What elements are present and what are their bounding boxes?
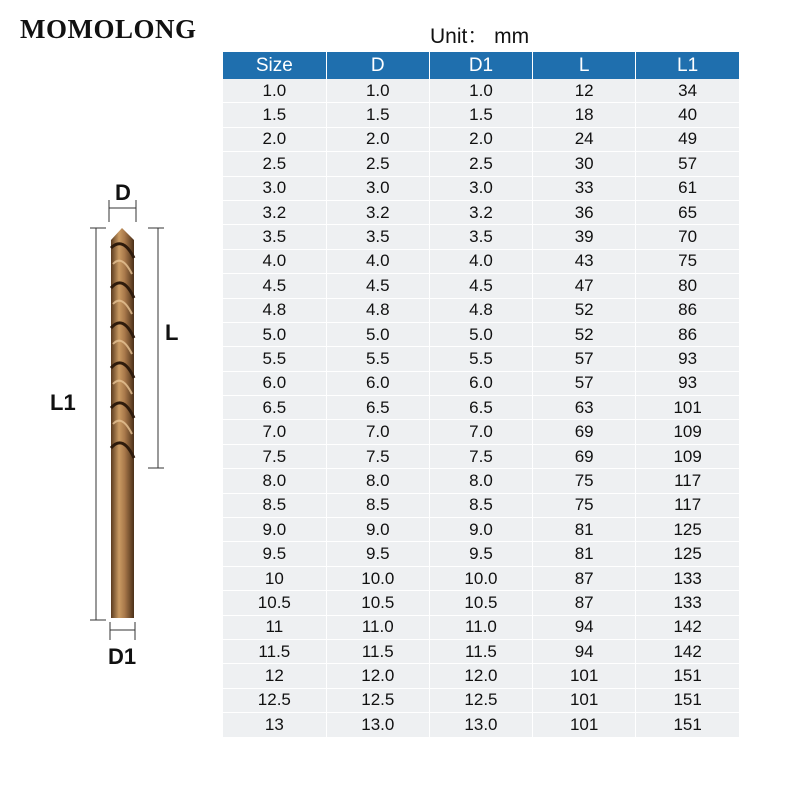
cell-d: 3.2 [326, 200, 429, 224]
cell-size: 9.0 [223, 518, 326, 542]
cell-d: 9.5 [326, 542, 429, 566]
cell-l: 94 [533, 615, 636, 639]
cell-d: 1.0 [326, 79, 429, 103]
cell-size: 5.0 [223, 322, 326, 346]
table-header-row [223, 52, 739, 79]
cell-d: 4.0 [326, 249, 429, 273]
cell-size: 5.5 [223, 347, 326, 371]
cell-d1: 13.0 [429, 713, 532, 737]
cell-d1: 11.5 [429, 639, 532, 663]
cell-d: 9.0 [326, 518, 429, 542]
cell-size: 1.0 [223, 79, 326, 103]
cell-size: 4.5 [223, 274, 326, 298]
cell-size: 9.5 [223, 542, 326, 566]
cell-d: 12.5 [326, 688, 429, 712]
cell-l1: 109 [636, 444, 739, 468]
cell-d1: 6.5 [429, 396, 532, 420]
cell-d: 13.0 [326, 713, 429, 737]
cell-d1: 1.0 [429, 79, 532, 103]
cell-d1: 10.0 [429, 566, 532, 590]
cell-l1: 109 [636, 420, 739, 444]
label-l: L [165, 320, 179, 345]
cell-size: 4.8 [223, 298, 326, 322]
header-l: L [533, 52, 636, 79]
label-l1: L1 [50, 390, 76, 415]
cell-size: 11 [223, 615, 326, 639]
cell-d: 4.5 [326, 274, 429, 298]
table-row [223, 713, 739, 737]
cell-l1: 61 [636, 176, 739, 200]
table-row [223, 639, 739, 663]
cell-l: 57 [533, 347, 636, 371]
cell-l: 12 [533, 79, 636, 103]
cell-l: 52 [533, 322, 636, 346]
cell-l1: 117 [636, 469, 739, 493]
cell-size: 6.5 [223, 396, 326, 420]
cell-d: 8.5 [326, 493, 429, 517]
cell-l: 33 [533, 176, 636, 200]
table-row [223, 444, 739, 468]
cell-d1: 2.5 [429, 152, 532, 176]
table-row [223, 615, 739, 639]
cell-d: 2.5 [326, 152, 429, 176]
table-row [223, 347, 739, 371]
cell-l1: 65 [636, 200, 739, 224]
table-row [223, 298, 739, 322]
cell-l: 39 [533, 225, 636, 249]
cell-l: 87 [533, 566, 636, 590]
cell-l1: 93 [636, 347, 739, 371]
table-row [223, 518, 739, 542]
cell-size: 3.0 [223, 176, 326, 200]
label-d1: D1 [108, 644, 137, 669]
cell-l: 94 [533, 639, 636, 663]
cell-size: 7.5 [223, 444, 326, 468]
cell-size: 2.5 [223, 152, 326, 176]
cell-size: 4.0 [223, 249, 326, 273]
cell-l1: 70 [636, 225, 739, 249]
table-row [223, 566, 739, 590]
cell-l1: 125 [636, 518, 739, 542]
cell-d1: 2.0 [429, 127, 532, 151]
drill-bit-illustration [40, 178, 210, 678]
cell-size: 10.5 [223, 591, 326, 615]
cell-d: 5.5 [326, 347, 429, 371]
table-row [223, 152, 739, 176]
cell-l1: 49 [636, 127, 739, 151]
cell-d: 11.0 [326, 615, 429, 639]
cell-d: 6.0 [326, 371, 429, 395]
cell-l: 57 [533, 371, 636, 395]
cell-d: 1.5 [326, 103, 429, 127]
cell-size: 13 [223, 713, 326, 737]
cell-l: 87 [533, 591, 636, 615]
cell-d1: 4.8 [429, 298, 532, 322]
cell-d1: 7.5 [429, 444, 532, 468]
cell-l: 24 [533, 127, 636, 151]
drill-shank [111, 468, 134, 618]
table-row [223, 127, 739, 151]
header-d1: D1 [429, 52, 532, 79]
drill-diagram [40, 178, 210, 678]
table-row [223, 396, 739, 420]
table-row [223, 664, 739, 688]
cell-l1: 40 [636, 103, 739, 127]
table-row [223, 274, 739, 298]
cell-d: 8.0 [326, 469, 429, 493]
cell-l1: 117 [636, 493, 739, 517]
cell-d1: 3.2 [429, 200, 532, 224]
header-d: D [326, 52, 429, 79]
cell-d1: 10.5 [429, 591, 532, 615]
table-row [223, 591, 739, 615]
cell-l1: 142 [636, 615, 739, 639]
cell-l1: 34 [636, 79, 739, 103]
table-row [223, 79, 739, 103]
cell-d1: 3.5 [429, 225, 532, 249]
cell-size: 10 [223, 566, 326, 590]
cell-size: 12.5 [223, 688, 326, 712]
table-row [223, 469, 739, 493]
cell-l1: 133 [636, 591, 739, 615]
cell-l: 47 [533, 274, 636, 298]
unit-label: Unit： mm [430, 25, 530, 48]
cell-l: 30 [533, 152, 636, 176]
table-row [223, 688, 739, 712]
cell-size: 8.0 [223, 469, 326, 493]
cell-d: 7.5 [326, 444, 429, 468]
cell-size: 3.5 [223, 225, 326, 249]
cell-l: 43 [533, 249, 636, 273]
cell-d: 4.8 [326, 298, 429, 322]
table-row [223, 322, 739, 346]
cell-l1: 125 [636, 542, 739, 566]
cell-l: 101 [533, 713, 636, 737]
header-size: Size [223, 52, 326, 79]
table-row [223, 200, 739, 224]
cell-d: 6.5 [326, 396, 429, 420]
cell-l1: 86 [636, 298, 739, 322]
cell-d1: 4.0 [429, 249, 532, 273]
cell-d: 5.0 [326, 322, 429, 346]
cell-l1: 151 [636, 713, 739, 737]
cell-d: 10.5 [326, 591, 429, 615]
cell-l: 36 [533, 200, 636, 224]
cell-l1: 142 [636, 639, 739, 663]
label-d: D [115, 180, 131, 205]
cell-d1: 12.0 [429, 664, 532, 688]
cell-size: 11.5 [223, 639, 326, 663]
cell-d: 11.5 [326, 639, 429, 663]
cell-l1: 151 [636, 664, 739, 688]
cell-d: 2.0 [326, 127, 429, 151]
table-row [223, 420, 739, 444]
table-body [223, 79, 739, 737]
cell-l1: 75 [636, 249, 739, 273]
cell-d1: 3.0 [429, 176, 532, 200]
cell-d1: 4.5 [429, 274, 532, 298]
cell-size: 7.0 [223, 420, 326, 444]
cell-d1: 12.5 [429, 688, 532, 712]
cell-l1: 80 [636, 274, 739, 298]
cell-d1: 1.5 [429, 103, 532, 127]
cell-l: 69 [533, 444, 636, 468]
table-row [223, 176, 739, 200]
spec-table [223, 52, 739, 738]
cell-l: 101 [533, 664, 636, 688]
cell-d1: 9.5 [429, 542, 532, 566]
cell-d: 10.0 [326, 566, 429, 590]
cell-l: 63 [533, 396, 636, 420]
cell-size: 12 [223, 664, 326, 688]
table-row [223, 542, 739, 566]
cell-l: 75 [533, 469, 636, 493]
table-row [223, 493, 739, 517]
cell-l1: 133 [636, 566, 739, 590]
table-row [223, 103, 739, 127]
header-l1: L1 [636, 52, 739, 79]
cell-d1: 5.0 [429, 322, 532, 346]
cell-size: 1.5 [223, 103, 326, 127]
cell-l1: 86 [636, 322, 739, 346]
cell-d: 3.5 [326, 225, 429, 249]
cell-d1: 6.0 [429, 371, 532, 395]
cell-l1: 101 [636, 396, 739, 420]
cell-l1: 57 [636, 152, 739, 176]
cell-l: 75 [533, 493, 636, 517]
cell-d: 7.0 [326, 420, 429, 444]
cell-size: 8.5 [223, 493, 326, 517]
cell-d: 3.0 [326, 176, 429, 200]
cell-d1: 8.5 [429, 493, 532, 517]
cell-d1: 5.5 [429, 347, 532, 371]
cell-l1: 151 [636, 688, 739, 712]
table-row [223, 249, 739, 273]
cell-d1: 8.0 [429, 469, 532, 493]
cell-l: 81 [533, 542, 636, 566]
cell-d: 12.0 [326, 664, 429, 688]
cell-d1: 11.0 [429, 615, 532, 639]
cell-d1: 7.0 [429, 420, 532, 444]
cell-size: 6.0 [223, 371, 326, 395]
cell-l: 18 [533, 103, 636, 127]
cell-l1: 93 [636, 371, 739, 395]
cell-size: 2.0 [223, 127, 326, 151]
table-row [223, 225, 739, 249]
cell-l: 101 [533, 688, 636, 712]
table-row [223, 371, 739, 395]
brand-logo: MOMOLONG [20, 14, 197, 44]
cell-l: 69 [533, 420, 636, 444]
cell-d1: 9.0 [429, 518, 532, 542]
cell-l: 81 [533, 518, 636, 542]
cell-size: 3.2 [223, 200, 326, 224]
cell-l: 52 [533, 298, 636, 322]
